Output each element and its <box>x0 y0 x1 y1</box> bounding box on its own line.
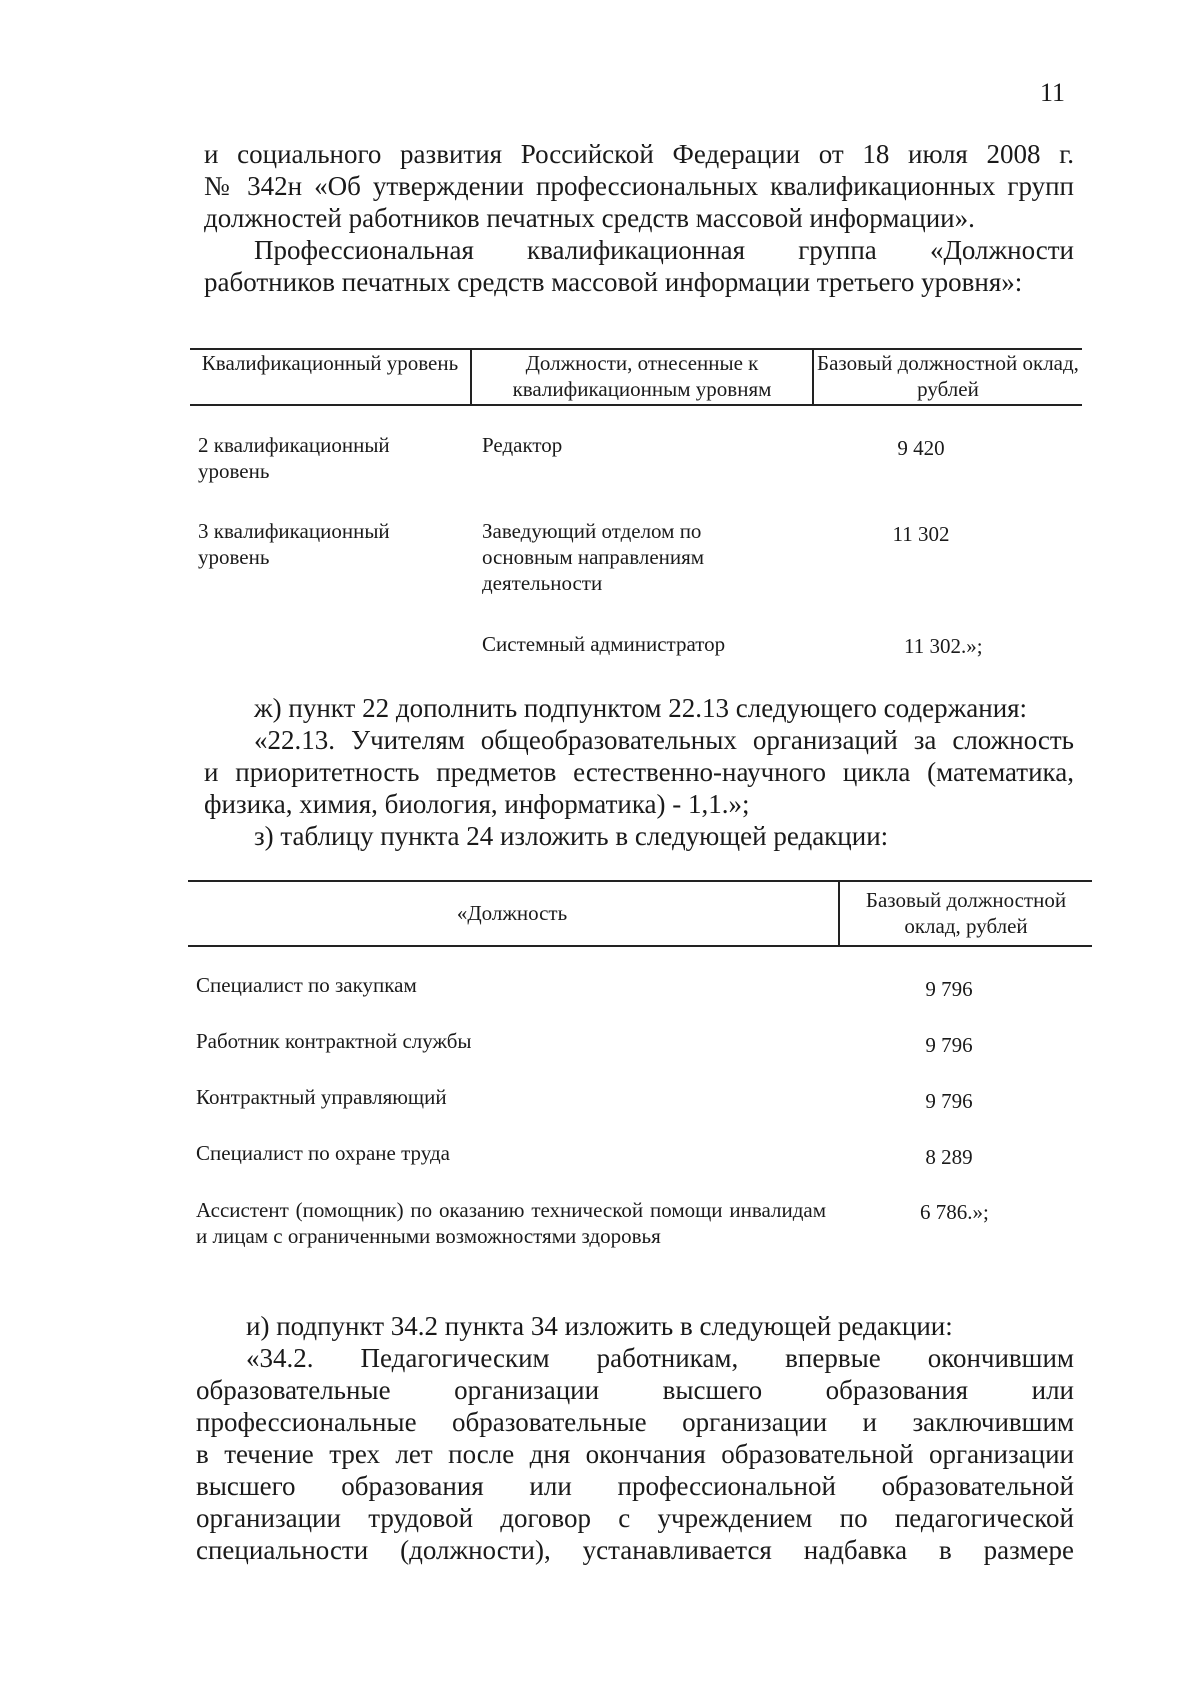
table-cell-position: Заведующий отделом по основным направлениям деятельности <box>482 519 705 595</box>
header-salary: Базовый должностной оклад, рублей <box>817 351 1079 401</box>
amendment-line: в течение трех лет после дня окончания образовательной организации <box>196 1439 1074 1469</box>
pkg-line: работников печатных средств массовой информации третьего уровня»: <box>204 267 1023 297</box>
amendment-342-paragraph <box>196 1310 1074 1566</box>
table-cell-salary: 9 796 <box>925 977 973 1001</box>
amendment-i: и) подпункт 34.2 пункта 34 изложить в следующей редакции: <box>246 1311 953 1341</box>
amendment-paragraph <box>204 692 1074 852</box>
header-position: «Должность <box>456 901 568 925</box>
intro-line: № 342н «Об утверждении профессиональных квалификационных групп <box>204 171 1074 201</box>
amendment-line: высшего образования или профессиональной образовательной <box>196 1471 1074 1501</box>
table-cell-salary: 9 796 <box>925 1089 973 1113</box>
pkg-paragraph <box>204 234 1074 298</box>
intro-line: должностей работников печатных средств массовой информации». <box>204 203 975 233</box>
intro-paragraph <box>204 138 1074 234</box>
table-cell-position: Редактор <box>482 433 563 457</box>
table-cell-salary: 6 786.»; <box>920 1200 989 1224</box>
table-cell-level: 3 квалификационный уровень <box>198 519 390 569</box>
amendment-line: «22.13. Учителям общеобразовательных организаций за сложность <box>254 725 1074 755</box>
amendment-line: специальности (должности), устанавливается надбавка в размере <box>196 1535 1074 1565</box>
table-cell-salary: 9 420 <box>897 436 945 460</box>
table-cell-salary: 8 289 <box>925 1145 973 1169</box>
table-cell-salary: 11 302.»; <box>904 634 983 658</box>
table-rule <box>838 881 840 945</box>
table-cell-position: Работник контрактной службы <box>196 1029 472 1053</box>
table-rule <box>190 404 1082 406</box>
table-cell-position: Системный администратор <box>482 632 726 656</box>
amendment-z: з) таблицу пункта 24 изложить в следующей редакции: <box>254 821 889 851</box>
table-cell-position: Ассистент (помощник) по оказанию технической помощи инвалидам и лицам с ограниченными возможностями здоровья <box>196 1198 826 1248</box>
amendment-line: и приоритетность предметов естественно-научного цикла (математика, <box>204 757 1074 787</box>
amendment-line: физика, химия, биология, информатика) - 1,1.»; <box>204 789 750 819</box>
amendment-line: организации трудовой договор с учреждением по педагогической <box>196 1503 1074 1533</box>
table-rule <box>812 349 814 404</box>
page-number: 11 <box>1040 78 1066 107</box>
table-cell-position: Специалист по закупкам <box>196 973 417 997</box>
table-cell-position: Контрактный управляющий <box>196 1085 447 1109</box>
table-rule <box>188 945 1092 947</box>
header-level: Квалификационный уровень <box>201 351 459 375</box>
pkg-line: Профессиональная квалификационная группа «Должности <box>254 235 1074 265</box>
table-rule <box>470 349 472 404</box>
table-rule <box>188 880 1092 882</box>
amendment-zh: ж) пункт 22 дополнить подпунктом 22.13 следующего содержания: <box>254 693 1028 723</box>
amendment-line: профессиональные образовательные организации и заключившим <box>196 1407 1074 1437</box>
table-cell-salary: 11 302 <box>892 522 950 546</box>
table-cell-salary: 9 796 <box>925 1033 973 1057</box>
header-positions: Должности, отнесенные к квалификационным уровням <box>512 351 772 401</box>
intro-line: и социального развития Российской Федерации от 18 июля 2008 г. <box>204 139 1074 169</box>
amendment-line: «34.2. Педагогическим работникам, впервые окончившим <box>246 1343 1074 1373</box>
table-cell-position: Специалист по охране труда <box>196 1141 450 1165</box>
table-cell-level: 2 квалификационный уровень <box>198 433 390 483</box>
amendment-line: образовательные организации высшего образования или <box>196 1375 1074 1405</box>
header-salary: Базовый должностной оклад, рублей <box>865 888 1067 938</box>
